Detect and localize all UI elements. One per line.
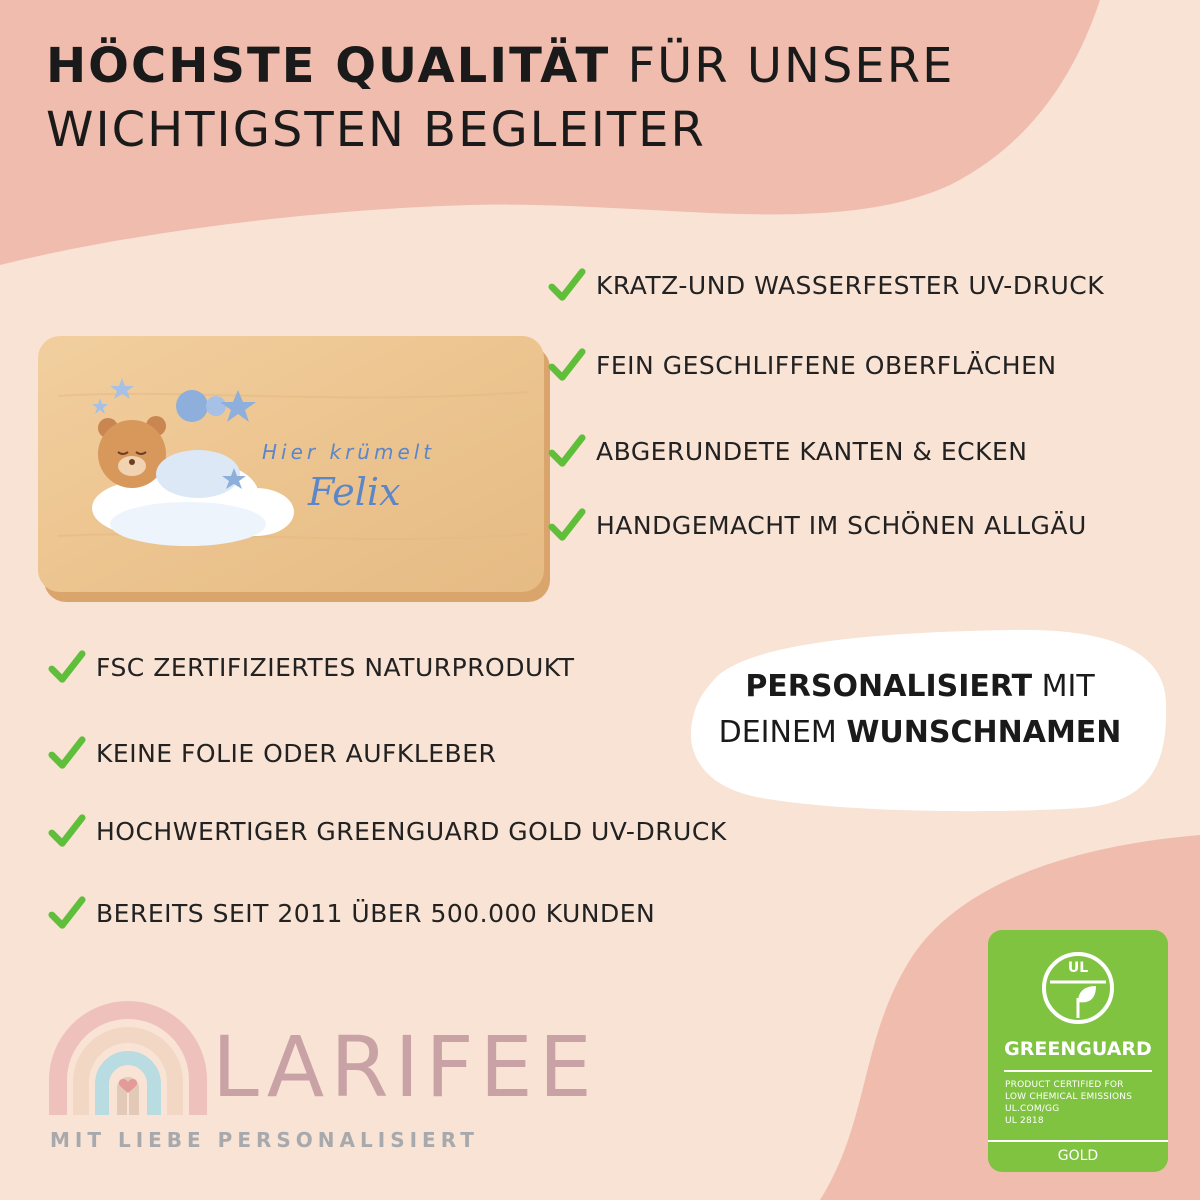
ul-mark: UL [1067, 960, 1089, 976]
feature-item [48, 734, 496, 772]
check-icon [48, 734, 86, 772]
check-icon [48, 648, 86, 686]
badge-divider [988, 1140, 1168, 1142]
badge-line3: UL.COM/GG [1005, 1104, 1060, 1114]
bubble-bold1: PERSONALISIERT [745, 669, 1033, 704]
bubble-text2: DEINEM [718, 715, 847, 750]
breakfast-board [38, 336, 558, 608]
check-icon [48, 894, 86, 932]
check-icon [548, 266, 586, 304]
rainbow-icon [48, 1000, 208, 1120]
feature-item [548, 506, 1087, 544]
badge-level: GOLD [1057, 1148, 1099, 1164]
leaf-icon [1038, 946, 1118, 1032]
badge-line4: UL 2818 [1005, 1116, 1044, 1126]
title-bold: HÖCHSTE QUALITÄT [46, 38, 611, 94]
feature-item [48, 648, 575, 686]
feature-label: FSC ZERTIFIZIERTES NATURPRODUKT [96, 652, 575, 682]
check-icon [548, 506, 586, 544]
brand-name: LARIFEE [212, 1018, 598, 1116]
badge-line1: PRODUCT CERTIFIED FOR [1005, 1080, 1124, 1090]
board-text-line1: Hier krümelt [262, 440, 436, 464]
feature-label: HANDGEMACHT IM SCHÖNEN ALLGÄU [596, 510, 1087, 540]
badge-title: GREENGUARD [1004, 1038, 1152, 1060]
board-name: Felix [308, 470, 401, 514]
personalization-text [690, 664, 1150, 756]
badge-line2: LOW CHEMICAL EMISSIONS [1005, 1092, 1133, 1102]
page-title [46, 34, 954, 162]
feature-label: BEREITS SEIT 2011 ÜBER 500.000 KUNDEN [96, 898, 656, 928]
feature-label: KEINE FOLIE ODER AUFKLEBER [96, 738, 497, 768]
brand-tagline: MIT LIEBE PERSONALISIERT [50, 1128, 479, 1152]
bubble-text1: MIT [1032, 669, 1095, 704]
check-icon [48, 812, 86, 850]
feature-label: ABGERUNDETE KANTEN & ECKEN [596, 436, 1028, 466]
check-icon [548, 432, 586, 470]
greenguard-badge [988, 930, 1168, 1172]
feature-item [48, 894, 655, 932]
title-line2: WICHTIGSTEN BEGLEITER [46, 102, 706, 158]
feature-label: HOCHWERTIGER GREENGUARD GOLD UV-DRUCK [96, 816, 727, 846]
title-rest: FÜR UNSERE [610, 38, 955, 94]
check-icon [548, 346, 586, 384]
feature-label: KRATZ-UND WASSERFESTER UV-DRUCK [596, 270, 1105, 300]
feature-item [548, 432, 1027, 470]
feature-item [48, 812, 727, 850]
feature-label: FEIN GESCHLIFFENE OBERFLÄCHEN [596, 350, 1057, 380]
feature-item [548, 346, 1057, 384]
badge-divider [1004, 1070, 1152, 1072]
feature-item [548, 266, 1104, 304]
bubble-bold2: WUNSCHNAMEN [846, 715, 1122, 750]
